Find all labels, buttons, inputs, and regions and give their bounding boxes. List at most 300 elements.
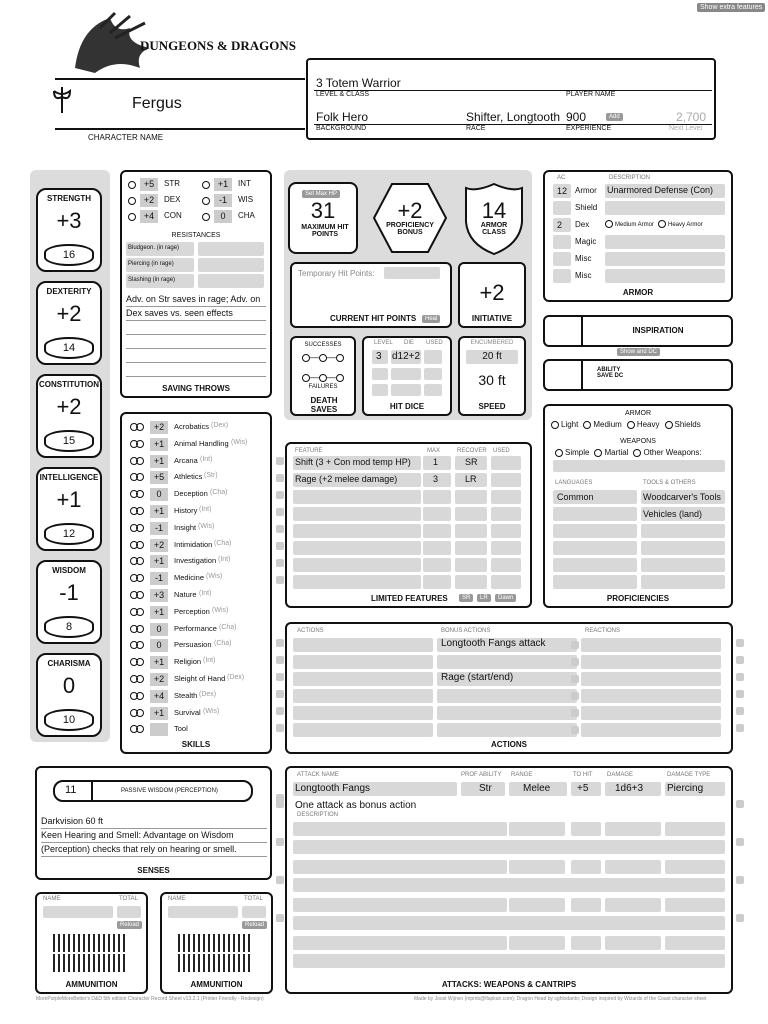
arrow-icon[interactable] — [118, 934, 120, 952]
action-field[interactable] — [437, 706, 577, 720]
action-field[interactable] — [437, 723, 577, 737]
skill-expertise-checkbox[interactable] — [136, 557, 144, 565]
attack-field[interactable] — [571, 822, 601, 836]
feature-max-field[interactable] — [423, 575, 451, 589]
attack-field[interactable] — [605, 898, 661, 912]
armor-prof-checkbox[interactable] — [665, 421, 673, 429]
armor-ac-field[interactable] — [553, 269, 571, 283]
arrow-icon[interactable] — [213, 954, 215, 972]
tool-value[interactable]: Vehicles (land) — [643, 509, 703, 519]
arrow-icon[interactable] — [248, 934, 250, 952]
attack-field[interactable] — [509, 936, 565, 950]
skill-row[interactable] — [128, 504, 278, 521]
arrow-icon[interactable] — [218, 954, 220, 972]
attack-field[interactable] — [509, 822, 565, 836]
race-value[interactable]: Shifter, Longtooth — [466, 110, 561, 124]
arrow-icon[interactable] — [243, 954, 245, 972]
medium-armor-checkbox[interactable] — [605, 220, 613, 228]
arrow-icon[interactable] — [228, 954, 230, 972]
action-field[interactable] — [293, 723, 433, 737]
skill-row[interactable] — [128, 554, 278, 571]
attack-field[interactable] — [665, 936, 725, 950]
language-field[interactable] — [553, 575, 637, 589]
arrow-icon[interactable] — [213, 934, 215, 952]
bonus-action-button[interactable] — [571, 692, 579, 700]
arrow-icon[interactable] — [238, 954, 240, 972]
arrow-icon[interactable] — [188, 934, 190, 952]
save-proficiency-checkbox[interactable] — [202, 213, 210, 221]
feature-side-button[interactable] — [276, 525, 284, 533]
feature-name-field[interactable] — [293, 541, 421, 555]
reload-button[interactable]: Reload — [242, 921, 267, 929]
attack-range[interactable]: Melee — [523, 783, 551, 794]
attack-desc-field[interactable] — [293, 916, 725, 930]
action-field[interactable] — [293, 689, 433, 703]
skill-expertise-checkbox[interactable] — [136, 692, 144, 700]
feature-max-field[interactable] — [423, 490, 451, 504]
action-field[interactable] — [581, 638, 721, 652]
skill-expertise-checkbox[interactable] — [136, 423, 144, 431]
armor-desc-value[interactable]: Unarmored Defense (Con) — [607, 185, 714, 195]
skill-expertise-checkbox[interactable] — [136, 725, 144, 733]
arrow-icon[interactable] — [223, 954, 225, 972]
class-level[interactable]: 3 Totem Warrior — [316, 76, 401, 90]
arrow-icon[interactable] — [88, 934, 90, 952]
feature-max-field[interactable] — [423, 541, 451, 555]
attack-damage-type[interactable]: Piercing — [667, 783, 704, 794]
armor-desc-field[interactable] — [605, 269, 725, 283]
feature-side-button[interactable] — [276, 542, 284, 550]
arrow-icon[interactable] — [78, 954, 80, 972]
dawn-button[interactable]: Dawn — [495, 594, 516, 602]
attack-field[interactable] — [293, 860, 507, 874]
feature-name-field[interactable] — [293, 558, 421, 572]
skill-expertise-checkbox[interactable] — [136, 591, 144, 599]
action-side-button[interactable] — [276, 639, 284, 647]
arrow-icon[interactable] — [193, 934, 195, 952]
arrow-icon[interactable] — [178, 934, 180, 952]
ammo-arrow-row[interactable] — [53, 934, 128, 954]
arrow-icon[interactable] — [178, 954, 180, 972]
language-field[interactable] — [553, 541, 637, 555]
arrow-icon[interactable] — [183, 934, 185, 952]
arrow-icon[interactable] — [118, 954, 120, 972]
attack-note[interactable]: One attack as bonus action — [295, 800, 417, 811]
set-max-hp-button[interactable]: Set Max HP — [302, 190, 340, 198]
ability-score[interactable]: 10 — [62, 714, 76, 726]
skill-row[interactable] — [128, 571, 278, 588]
save-note-2[interactable]: Dex saves vs. seen effects — [126, 308, 233, 318]
skill-row[interactable] — [128, 706, 278, 723]
action-field[interactable] — [437, 689, 577, 703]
ability-score[interactable]: 12 — [62, 528, 76, 540]
action-field[interactable] — [293, 655, 433, 669]
skill-row[interactable] — [128, 588, 278, 605]
tool-field[interactable] — [641, 541, 725, 555]
skill-row[interactable] — [128, 437, 278, 454]
hd-used-field[interactable] — [424, 350, 442, 364]
arrow-icon[interactable] — [68, 954, 70, 972]
arrow-icon[interactable] — [83, 954, 85, 972]
bonus-action-1[interactable]: Longtooth Fangs attack — [441, 638, 546, 649]
skill-expertise-checkbox[interactable] — [136, 641, 144, 649]
heavy-armor-checkbox[interactable] — [658, 220, 666, 228]
skill-row[interactable] — [128, 638, 278, 655]
skill-row[interactable] — [128, 722, 278, 739]
feature-used-field[interactable] — [491, 541, 521, 555]
ammo-total-field[interactable] — [242, 906, 266, 918]
arrow-icon[interactable] — [73, 934, 75, 952]
skill-expertise-checkbox[interactable] — [136, 675, 144, 683]
arrow-icon[interactable] — [83, 934, 85, 952]
skill-expertise-checkbox[interactable] — [136, 490, 144, 498]
ability-score[interactable]: 16 — [62, 249, 76, 261]
arrow-icon[interactable] — [113, 954, 115, 972]
feature-max[interactable]: 3 — [433, 474, 439, 484]
attack-side-button-right[interactable] — [736, 800, 744, 808]
armor-prof-checkbox[interactable] — [551, 421, 559, 429]
reaction-side-button[interactable] — [736, 656, 744, 664]
language-field[interactable] — [553, 524, 637, 538]
feature-name-field[interactable] — [293, 524, 421, 538]
bonus-action-button[interactable] — [571, 658, 579, 666]
add-xp-button[interactable]: Add — [606, 113, 623, 121]
arrow-icon[interactable] — [98, 934, 100, 952]
arrow-icon[interactable] — [63, 954, 65, 972]
action-side-button[interactable] — [276, 707, 284, 715]
ability-score-oval[interactable] — [44, 337, 94, 359]
arrow-icon[interactable] — [233, 954, 235, 972]
feature-max[interactable]: 1 — [433, 457, 439, 467]
save-proficiency-checkbox[interactable] — [202, 197, 210, 205]
ammo-arrow-row[interactable] — [178, 934, 253, 954]
attack-field[interactable] — [509, 898, 565, 912]
action-field[interactable] — [437, 655, 577, 669]
feature-used-field[interactable] — [491, 575, 521, 589]
arrow-icon[interactable] — [73, 954, 75, 972]
feature-recover-field[interactable] — [455, 541, 487, 555]
attack-side-button[interactable] — [276, 838, 284, 846]
feature-used-field[interactable] — [491, 490, 521, 504]
action-field[interactable] — [293, 706, 433, 720]
save-proficiency-checkbox[interactable] — [128, 213, 136, 221]
arrow-icon[interactable] — [53, 954, 55, 972]
weapon-prof-checkbox[interactable] — [633, 449, 641, 457]
bonus-action-2[interactable]: Rage (start/end) — [441, 672, 514, 683]
action-field[interactable] — [293, 672, 433, 686]
tool-field[interactable] — [641, 558, 725, 572]
feature-max-field[interactable] — [423, 507, 451, 521]
attack-field[interactable] — [571, 860, 601, 874]
arrow-icon[interactable] — [188, 954, 190, 972]
arrow-icon[interactable] — [123, 954, 125, 972]
other-weapons-field[interactable] — [553, 460, 725, 472]
resistance-extra-field[interactable] — [198, 274, 264, 288]
attack-prof[interactable]: Str — [479, 783, 492, 794]
attack-field[interactable] — [571, 898, 601, 912]
lr-button[interactable]: LR — [477, 594, 491, 602]
arrow-icon[interactable] — [93, 954, 95, 972]
skill-row[interactable] — [128, 420, 278, 437]
attack-field[interactable] — [571, 936, 601, 950]
attack-field[interactable] — [605, 822, 661, 836]
arrow-icon[interactable] — [208, 934, 210, 952]
arrow-icon[interactable] — [78, 934, 80, 952]
skill-expertise-checkbox[interactable] — [136, 457, 144, 465]
ability-score-oval[interactable] — [44, 244, 94, 266]
reaction-side-button[interactable] — [736, 707, 744, 715]
skill-expertise-checkbox[interactable] — [136, 473, 144, 481]
arrow-icon[interactable] — [243, 934, 245, 952]
resistance-extra-field[interactable] — [198, 242, 264, 256]
success-checkboxes[interactable]: — — — [302, 352, 344, 362]
arrow-icon[interactable] — [233, 934, 235, 952]
tool-value[interactable]: Woodcarver's Tools — [643, 492, 721, 502]
ability-score-oval[interactable] — [44, 616, 94, 638]
weapon-prof-checkbox[interactable] — [555, 449, 563, 457]
sense-line-2[interactable]: Keen Hearing and Smell: Advantage on Wisdom — [41, 830, 234, 840]
skill-expertise-checkbox[interactable] — [136, 709, 144, 717]
attack-field[interactable] — [293, 822, 507, 836]
bonus-action-button[interactable] — [571, 709, 579, 717]
arrow-icon[interactable] — [108, 934, 110, 952]
action-side-button[interactable] — [276, 724, 284, 732]
encumbered-speed[interactable]: 20 ft — [482, 351, 502, 362]
ammo-name-field[interactable] — [168, 906, 238, 918]
attack-to-hit[interactable]: +5 — [577, 783, 589, 794]
character-name[interactable]: Fergus — [132, 95, 182, 112]
language-value[interactable]: Common — [557, 492, 594, 502]
action-field[interactable] — [581, 689, 721, 703]
skill-expertise-checkbox[interactable] — [136, 440, 144, 448]
tool-field[interactable] — [641, 524, 725, 538]
speed-value[interactable]: 30 ft — [478, 372, 506, 388]
skill-row[interactable] — [128, 672, 278, 689]
arrow-icon[interactable] — [228, 934, 230, 952]
action-field[interactable] — [293, 638, 433, 652]
action-field[interactable] — [581, 655, 721, 669]
feature-recover-field[interactable] — [455, 575, 487, 589]
attack-field[interactable] — [605, 936, 661, 950]
feature-max-field[interactable] — [423, 524, 451, 538]
feature-recover[interactable]: LR — [465, 474, 477, 484]
reaction-side-button[interactable] — [736, 724, 744, 732]
attack-field[interactable] — [665, 898, 725, 912]
feature-side-button[interactable] — [276, 491, 284, 499]
action-side-button[interactable] — [276, 673, 284, 681]
bonus-action-button[interactable] — [571, 641, 579, 649]
arrow-icon[interactable] — [53, 934, 55, 952]
bonus-action-button[interactable] — [571, 675, 579, 683]
skill-expertise-checkbox[interactable] — [136, 541, 144, 549]
feature-recover-field[interactable] — [455, 524, 487, 538]
feature-recover-field[interactable] — [455, 558, 487, 572]
arrow-icon[interactable] — [248, 954, 250, 972]
arrow-icon[interactable] — [203, 934, 205, 952]
tool-field[interactable] — [641, 575, 725, 589]
arrow-icon[interactable] — [68, 934, 70, 952]
language-field[interactable] — [553, 558, 637, 572]
show-extra-features-button[interactable]: Show extra features — [697, 3, 765, 12]
arrow-icon[interactable] — [208, 954, 210, 972]
arrow-icon[interactable] — [203, 954, 205, 972]
ammo-name-field[interactable] — [43, 906, 113, 918]
failure-checkboxes[interactable]: — — — [302, 372, 344, 382]
feature-side-button[interactable] — [276, 559, 284, 567]
feature-name-field[interactable] — [293, 575, 421, 589]
arrow-icon[interactable] — [58, 954, 60, 972]
arrow-icon[interactable] — [93, 934, 95, 952]
save-proficiency-checkbox[interactable] — [128, 197, 136, 205]
ammo-arrow-row[interactable] — [53, 954, 128, 974]
attack-side-button-right[interactable] — [736, 914, 744, 922]
arrow-icon[interactable] — [198, 954, 200, 972]
hd-level-value[interactable]: 3 — [376, 351, 382, 362]
feature-used-field[interactable] — [491, 456, 521, 470]
action-field[interactable] — [581, 706, 721, 720]
action-side-button[interactable] — [276, 656, 284, 664]
attack-damage[interactable]: 1d6+3 — [615, 783, 644, 794]
armor-ac-field[interactable] — [553, 252, 571, 266]
feature-used-field[interactable] — [491, 524, 521, 538]
feature-name-field[interactable] — [293, 507, 421, 521]
feature-name[interactable]: Shift (3 + Con mod temp HP) — [295, 457, 411, 467]
attack-desc-field[interactable] — [293, 954, 725, 968]
skill-row[interactable] — [128, 689, 278, 706]
resistance-extra-field[interactable] — [198, 258, 264, 272]
save-note-1[interactable]: Adv. on Str saves in rage; Adv. on — [126, 294, 261, 304]
attack-field[interactable] — [665, 860, 725, 874]
armor-ac-value[interactable]: 2 — [557, 220, 563, 230]
feature-used-field[interactable] — [491, 507, 521, 521]
skill-expertise-checkbox[interactable] — [136, 625, 144, 633]
attack-side-button[interactable] — [276, 876, 284, 884]
ability-score-oval[interactable] — [44, 523, 94, 545]
attack-side-button[interactable] — [276, 914, 284, 922]
skill-row[interactable] — [128, 470, 278, 487]
sense-line-1[interactable]: Darkvision 60 ft — [41, 816, 104, 826]
armor-desc-field[interactable] — [605, 201, 725, 215]
ability-score-oval[interactable] — [44, 709, 94, 731]
feature-max-field[interactable] — [423, 558, 451, 572]
skill-row[interactable] — [128, 521, 278, 538]
language-field[interactable] — [553, 507, 637, 521]
armor-prof-checkbox[interactable] — [627, 421, 635, 429]
skill-row[interactable] — [128, 538, 278, 555]
ammo-arrow-row[interactable] — [178, 954, 253, 974]
armor-ac-value[interactable]: 12 — [557, 186, 568, 196]
attack-side-button[interactable] — [276, 800, 284, 808]
feature-recover-field[interactable] — [455, 507, 487, 521]
feature-side-button[interactable] — [276, 508, 284, 516]
skill-row[interactable] — [128, 487, 278, 504]
attack-side-button-right[interactable] — [736, 838, 744, 846]
attack-desc-field[interactable] — [293, 840, 725, 854]
arrow-icon[interactable] — [218, 934, 220, 952]
ability-score[interactable]: 14 — [62, 342, 76, 354]
arrow-icon[interactable] — [98, 954, 100, 972]
sense-line-3[interactable]: (Perception) checks that rely on hearing or smell. — [41, 844, 237, 854]
heal-button[interactable]: Heal — [422, 315, 440, 323]
arrow-icon[interactable] — [58, 934, 60, 952]
attack-field[interactable] — [509, 860, 565, 874]
armor-ac-field[interactable] — [553, 201, 571, 215]
arrow-icon[interactable] — [108, 954, 110, 972]
attack-field[interactable] — [293, 898, 507, 912]
save-proficiency-checkbox[interactable] — [202, 181, 210, 189]
inspiration-box[interactable] — [543, 315, 733, 347]
skill-row[interactable] — [128, 605, 278, 622]
arrow-icon[interactable] — [238, 934, 240, 952]
action-side-button[interactable] — [276, 690, 284, 698]
attack-side-button-right[interactable] — [736, 876, 744, 884]
skill-expertise-checkbox[interactable] — [136, 507, 144, 515]
hd-die-value[interactable]: d12+2 — [392, 351, 421, 362]
arrow-icon[interactable] — [113, 934, 115, 952]
arrow-icon[interactable] — [223, 934, 225, 952]
ability-score-oval[interactable] — [44, 430, 94, 452]
feature-name[interactable]: Rage (+2 melee damage) — [295, 474, 398, 484]
arrow-icon[interactable] — [63, 934, 65, 952]
armor-desc-field[interactable] — [605, 235, 725, 249]
save-proficiency-checkbox[interactable] — [128, 181, 136, 189]
skill-row[interactable] — [128, 622, 278, 639]
feature-recover[interactable]: SR — [465, 457, 478, 467]
attack-field[interactable] — [293, 936, 507, 950]
feature-side-button[interactable] — [276, 457, 284, 465]
arrow-icon[interactable] — [88, 954, 90, 972]
feature-side-button[interactable] — [276, 474, 284, 482]
attack-field[interactable] — [605, 860, 661, 874]
reaction-side-button[interactable] — [736, 639, 744, 647]
arrow-icon[interactable] — [193, 954, 195, 972]
arrow-icon[interactable] — [103, 954, 105, 972]
xp-value[interactable]: 900 — [566, 110, 587, 124]
attack-name[interactable]: Longtooth Fangs — [295, 783, 371, 794]
armor-prof-checkbox[interactable] — [583, 421, 591, 429]
skill-expertise-checkbox[interactable] — [136, 658, 144, 666]
show-dc-button[interactable]: Show and DC — [617, 348, 660, 356]
armor-desc-field[interactable] — [605, 252, 725, 266]
skill-expertise-checkbox[interactable] — [136, 608, 144, 616]
feature-recover-field[interactable] — [455, 490, 487, 504]
ability-score[interactable]: 15 — [62, 435, 76, 447]
reaction-side-button[interactable] — [736, 673, 744, 681]
skill-row[interactable] — [128, 454, 278, 471]
feature-used-field[interactable] — [491, 473, 521, 487]
feature-name-field[interactable] — [293, 490, 421, 504]
temp-hp-field[interactable] — [384, 267, 440, 279]
attack-desc-field[interactable] — [293, 878, 725, 892]
arrow-icon[interactable] — [103, 934, 105, 952]
attack-field[interactable] — [665, 822, 725, 836]
skill-expertise-checkbox[interactable] — [136, 574, 144, 582]
background-value[interactable]: Folk Hero — [316, 110, 369, 124]
weapon-prof-checkbox[interactable] — [594, 449, 602, 457]
feature-used-field[interactable] — [491, 558, 521, 572]
ability-score[interactable]: 8 — [65, 621, 73, 633]
action-field[interactable] — [581, 672, 721, 686]
feature-side-button[interactable] — [276, 576, 284, 584]
sr-button[interactable]: SR — [459, 594, 473, 602]
arrow-icon[interactable] — [123, 934, 125, 952]
reload-button[interactable]: Reload — [117, 921, 142, 929]
bonus-action-button[interactable] — [571, 726, 579, 734]
action-field[interactable] — [581, 723, 721, 737]
armor-ac-field[interactable] — [553, 235, 571, 249]
arrow-icon[interactable] — [183, 954, 185, 972]
reaction-side-button[interactable] — [736, 690, 744, 698]
